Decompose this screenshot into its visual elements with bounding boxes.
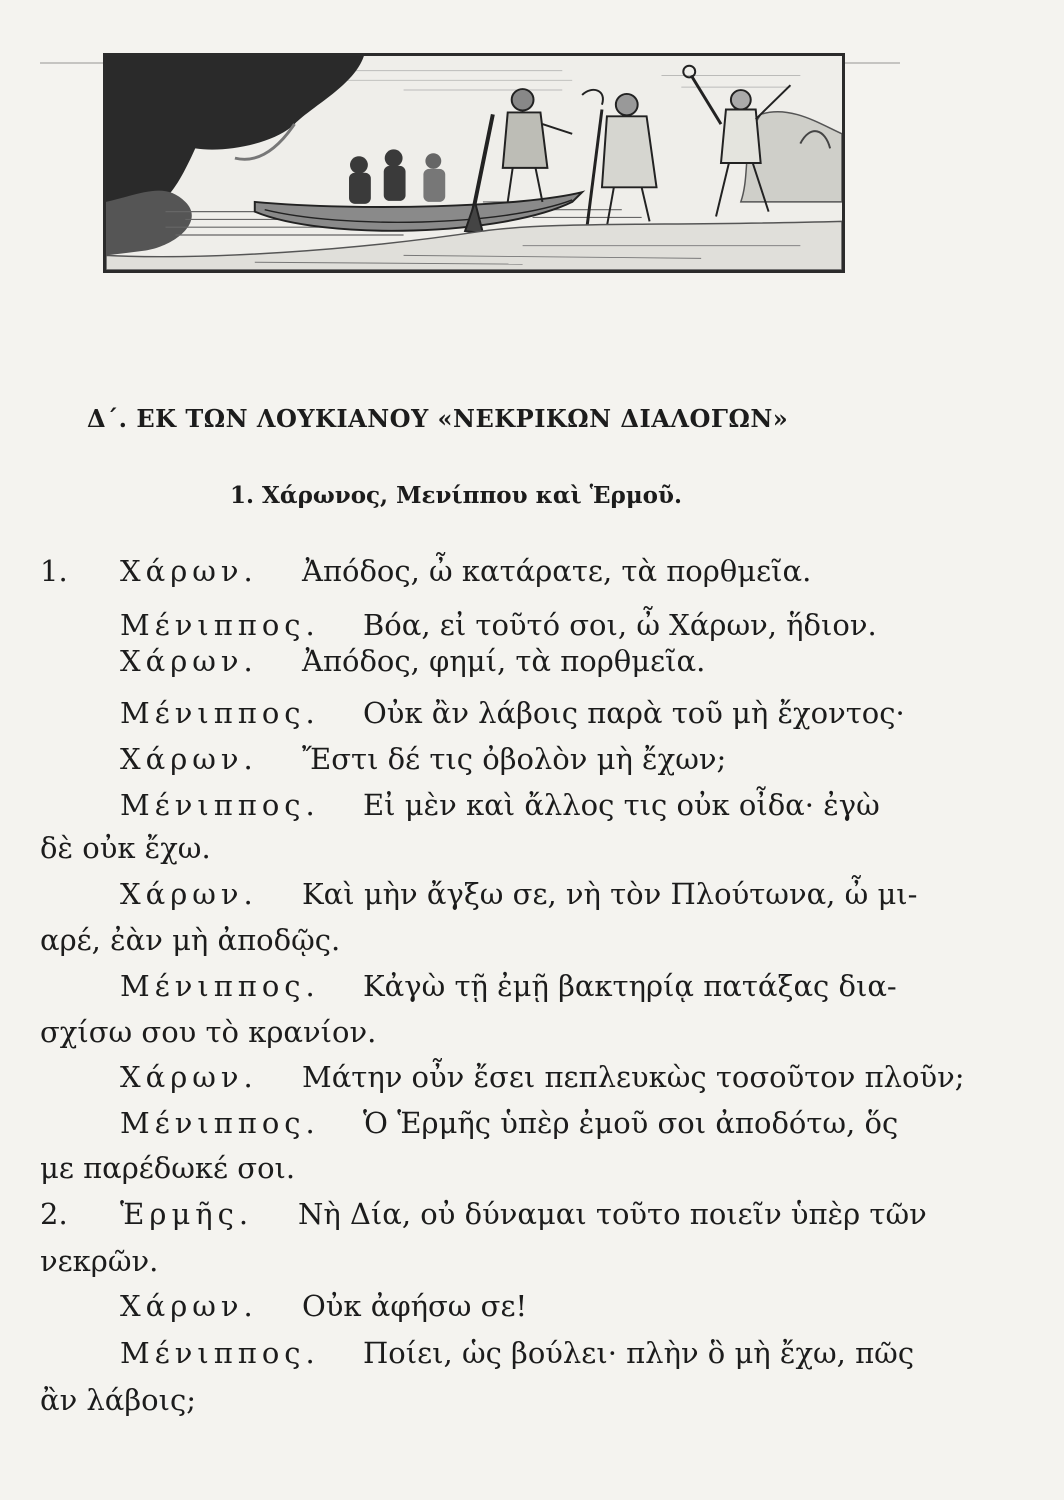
charon-boat-illustration xyxy=(103,53,845,273)
speech-text: Νὴ Δία, οὐ δύναμαι τοῦτο ποιεῖν ὑπὲρ τῶν xyxy=(298,1197,927,1231)
speech-text: Καὶ μὴν ἄγξω σε, νὴ τὸν Πλούτωνα, ὦ μι- xyxy=(302,877,918,911)
speaker-name: Μένιππος. xyxy=(120,788,320,822)
speaker-name: Μένιππος. xyxy=(120,1336,320,1370)
speech-text: Οὐκ ἀφήσω σε! xyxy=(302,1289,528,1323)
speech-text: Ἀπόδος, φημί, τὰ πορθμεῖα. xyxy=(302,644,706,678)
speech-text: Ὁ Ἑρμῆς ὑπὲρ ἐμοῦ σοι ἀποδότω, ὅς xyxy=(363,1106,899,1140)
speaker-name: Χάρων. xyxy=(120,1289,258,1323)
speaker-name: Μένιππος. xyxy=(120,608,320,642)
continuation-text: δὲ οὐκ ἔχω. xyxy=(40,831,211,865)
continuation-text: νεκρῶν. xyxy=(40,1244,159,1278)
paragraph-number: 2. xyxy=(40,1197,68,1231)
speech-text: Ἀπόδος, ὦ κατάρατε, τὰ πορθμεῖα. xyxy=(302,554,812,588)
speech-text: Μάτην οὖν ἔσει πεπλευκὼς τοσοῦτον πλοῦν; xyxy=(302,1060,965,1094)
speech-text: Ἔστι δέ τις ὀβολὸν μὴ ἔχων; xyxy=(302,742,727,776)
speech-text: Ποίει, ὡς βούλει· πλὴν ὃ μὴ ἔχω, πῶς xyxy=(363,1336,915,1370)
continuation-text: ἂν λάβοις; xyxy=(40,1383,197,1417)
speech-text: Κἀγὼ τῇ ἐμῇ βακτηρίᾳ πατάξας δια- xyxy=(363,969,897,1003)
speaker-name: Χάρων. xyxy=(120,644,258,678)
speaker-name: Μένιππος. xyxy=(120,969,320,1003)
continuation-text: με παρέδωκέ σοι. xyxy=(40,1151,296,1185)
speaker-name: Ἑρμῆς. xyxy=(120,1197,254,1231)
speaker-name: Μένιππος. xyxy=(120,696,320,730)
continuation-text: σχίσω σου τὸ κρανίον. xyxy=(40,1015,377,1049)
speaker-name: Χάρων. xyxy=(120,554,258,588)
speaker-name: Μένιππος. xyxy=(120,1106,320,1140)
section-heading: Δ΄. ΕΚ ΤΩΝ ΛΟΥΚΙΑΝΟΥ «ΝΕΚΡΙΚΩΝ ΔΙΑΛΟΓΩΝ» xyxy=(87,404,789,433)
speech-text: Βόα, εἰ τοῦτό σοι, ὦ Χάρων, ἥδιον. xyxy=(363,608,877,642)
continuation-text: αρέ, ἐὰν μὴ ἀποδῷς. xyxy=(40,923,341,957)
dialogue-title: 1. Χάρωνος, Μενίππου καὶ Ἑρμοῦ. xyxy=(230,482,682,509)
speaker-name: Χάρων. xyxy=(120,1060,258,1094)
speech-text: Εἰ μὲν καὶ ἄλλος τις οὐκ οἶδα· ἐγὼ xyxy=(363,788,880,822)
paragraph-number: 1. xyxy=(40,554,68,588)
speaker-name: Χάρων. xyxy=(120,742,258,776)
speaker-name: Χάρων. xyxy=(120,877,258,911)
speech-text: Οὐκ ἂν λάβοις παρὰ τοῦ μὴ ἔχοντος· xyxy=(363,696,905,730)
